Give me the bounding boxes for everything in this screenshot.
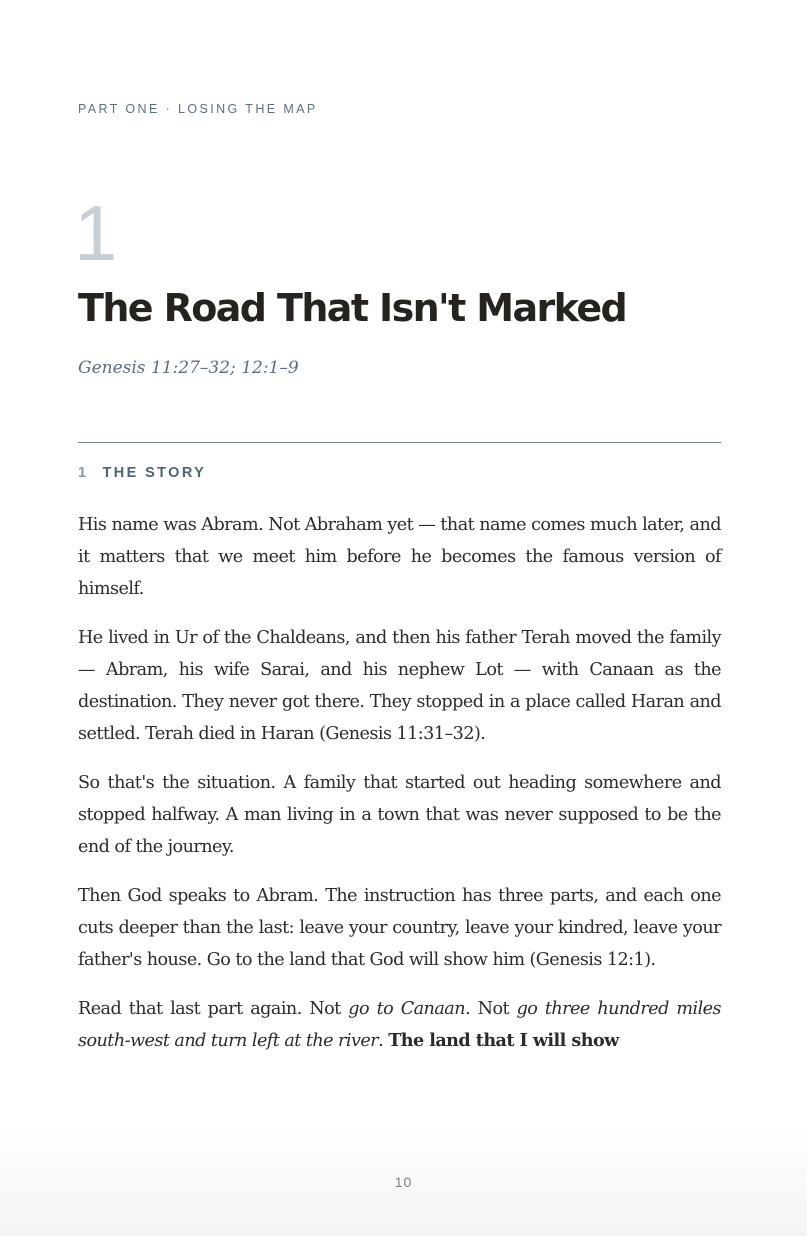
paragraph-italic: go to Canaan — [348, 999, 465, 1019]
section-title: THE STORY — [102, 465, 207, 481]
paragraph: His name was Abram. Not Abraham yet — that name comes much later, and it matters that we meet him before he becomes the famous version of himself. — [78, 515, 721, 599]
paragraph-italic: go three hundred miles south-west and turn left at the river — [78, 999, 721, 1051]
paragraph: So that's the situation. A family that started out heading somewhere and stopped halfway. A man living in a town that was never supposed to be the end of the journey. — [78, 773, 721, 857]
paragraph: Then God speaks to Abram. The instruction has three parts, and each one cuts deeper than the last: leave your country, leave your kindred, leave your father's house. Go to the land that God will show him (Genesis 12:1). — [78, 886, 721, 970]
paragraph-text: . — [378, 1031, 389, 1051]
paragraph — [78, 993, 721, 1057]
paragraph: He lived in Ur of the Chaldeans, and then his father Terah moved the family — Abram, his wife Sarai, and his nephew Lot — with Canaan as the destination. They never got there. They stopped in a place called Haran and settled. Terah died in Haran (Genesis 11:31–32). — [78, 628, 721, 744]
page-number: 10 — [394, 1174, 413, 1190]
paragraph-text: Read that last part again. Not — [78, 999, 349, 1019]
paragraph-bold: The land that I will show — [388, 1030, 619, 1051]
section-number: 1 — [78, 465, 89, 481]
running-head: PART ONE · LOSING THE MAP — [78, 102, 318, 116]
section-heading — [78, 463, 206, 483]
section-divider — [78, 442, 721, 443]
chapter-number: 1 — [74, 189, 118, 277]
scripture-reference: Genesis 11:27–32; 12:1–9 — [78, 358, 299, 378]
paragraph-text: . Not — [465, 999, 517, 1019]
body-text — [78, 509, 721, 1074]
chapter-title: The Road That Isn't Marked — [78, 286, 627, 330]
